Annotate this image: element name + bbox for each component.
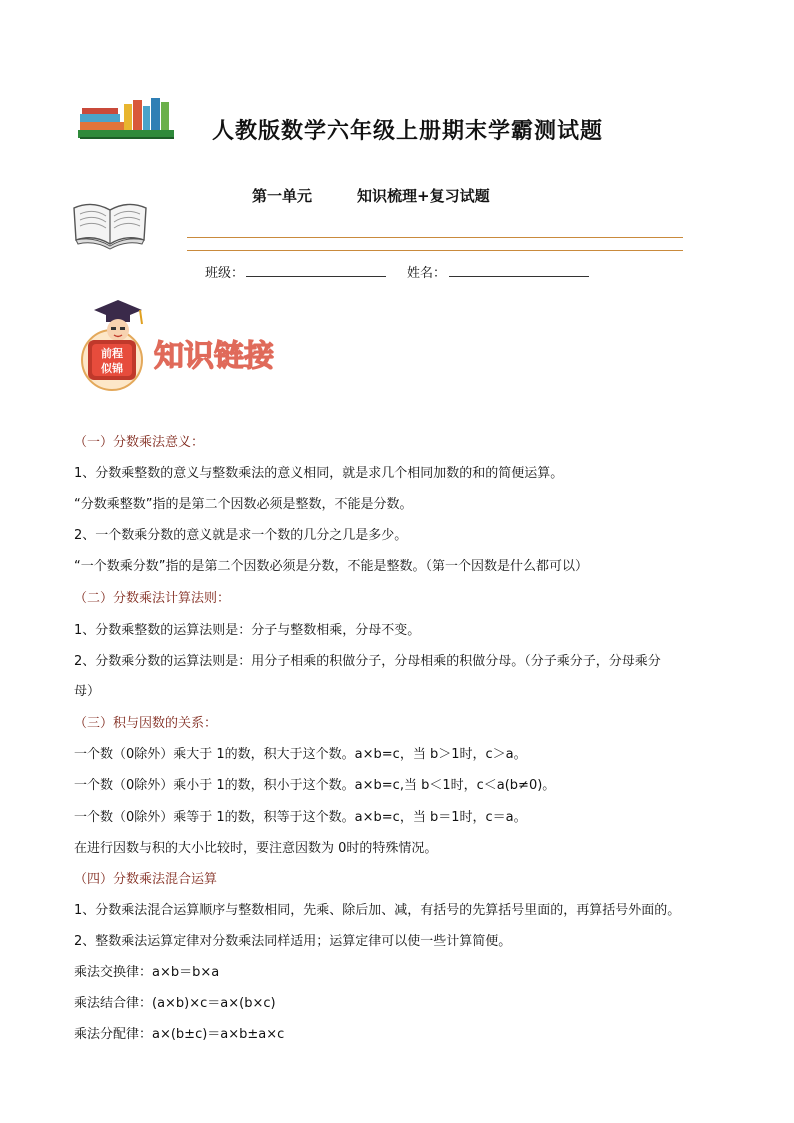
knowledge-banner xyxy=(74,296,314,404)
section-1-line-4: “一个数乘分数”指的是第二个因数必须是分数，不能是整数。（第一个因数是什么都可以） xyxy=(74,559,588,574)
section-1-heading: （一）分数乘法意义： xyxy=(74,435,205,450)
badge-text-line2: 似锦 xyxy=(101,362,123,375)
section-3-line-3: 一个数（0除外）乘等于 1的数，积等于这个数。a×b=c，当 b＝1时，c＝a。 xyxy=(74,810,527,825)
bookshelf-icon xyxy=(76,94,176,142)
divider-line xyxy=(187,237,683,238)
section-3-heading: （三）积与因数的关系： xyxy=(74,716,218,731)
section-4-heading: （四）分数乘法混合运算 xyxy=(74,872,218,887)
name-field[interactable] xyxy=(449,276,589,277)
section-3-line-2: 一个数（0除外）乘小于 1的数，积小于这个数。a×b=c,当 b＜1时，c＜a(b≠0)。 xyxy=(74,778,556,793)
section-4-line-5: 乘法分配律：a×(b±c)＝a×b±a×c xyxy=(74,1027,285,1042)
section-3-line-4: 在进行因数与积的大小比较时，要注意因数为 0时的特殊情况。 xyxy=(74,841,438,856)
graduate-mascot-icon xyxy=(82,300,142,390)
open-book-icon xyxy=(70,194,150,250)
section-2-heading: （二）分数乘法计算法则： xyxy=(74,591,231,606)
document-title: 人教版数学六年级上册期末学霸测试题 xyxy=(212,118,604,144)
class-label: 班级： xyxy=(205,266,245,281)
section-4-line-4: 乘法结合律：(a×b)×c＝a×(b×c) xyxy=(74,996,276,1011)
section-1-line-2: “分数乘整数”指的是第二个因数必须是整数，不能是分数。 xyxy=(74,497,413,512)
section-2-line-2: 2、分数乘分数的运算法则是：用分子相乘的积做分子，分母相乘的积做分母。（分子乘分子，分母乘分 xyxy=(74,654,661,669)
badge-text-line1: 前程 xyxy=(101,347,123,360)
class-field[interactable] xyxy=(246,276,386,277)
section-4-line-3: 乘法交换律：a×b＝b×a xyxy=(74,965,220,980)
section-1-line-3: 2、一个数乘分数的意义就是求一个数的几分之几是多少。 xyxy=(74,528,408,543)
section-3-line-1: 一个数（0除外）乘大于 1的数，积大于这个数。a×b=c，当 b＞1时，c＞a。 xyxy=(74,747,527,762)
section-1-line-1: 1、分数乘整数的意义与整数乘法的意义相同，就是求几个相同加数的和的简便运算。 xyxy=(74,466,564,481)
section-4-line-1: 1、分数乘法混合运算顺序与整数相同，先乘、除后加、减，有括号的先算括号里面的，再算括号外面的。 xyxy=(74,903,681,918)
section-2-line-3: 母） xyxy=(74,684,101,699)
topic-label: 知识梳理+复习试题 xyxy=(357,187,490,205)
unit-label: 第一单元 xyxy=(252,187,313,205)
divider-line xyxy=(187,250,683,251)
knowledge-link-heading: 知识链接 xyxy=(154,339,274,374)
section-2-line-1: 1、分数乘整数的运算法则是：分子与整数相乘，分母不变。 xyxy=(74,623,421,638)
section-4-line-2: 2、整数乘法运算定律对分数乘法同样适用；运算定律可以使一些计算简便。 xyxy=(74,934,512,949)
name-label: 姓名： xyxy=(407,266,447,281)
